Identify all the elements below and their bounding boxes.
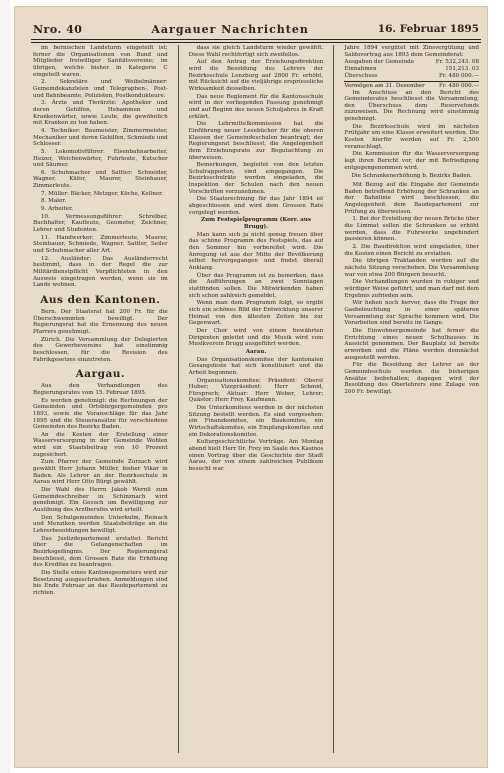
column-2 (189, 45, 324, 753)
finance-row (344, 73, 479, 80)
finance-label: Ausgaben der Gemeinde (344, 59, 415, 66)
article-paragraph: Die Staatsrechnung für das Jahr 1894 ist abgeschlossen und wird dem Grossen Rate vorgelegt werden. (188, 196, 324, 216)
article-paragraph: Bern. Der Staatsrat hat 200 Fr. für die Überschwemmten bewilligt. Der Regierungsrat hat die Ernennung des neuen Pfarrers genehmigt. (33, 308, 168, 335)
article-paragraph: 9. Arbeiter. (41, 206, 73, 213)
header-rule (31, 39, 481, 40)
article-paragraph: Die Wahl des Herrn Jakob Wernli zum Gemeindeschreiber in Schinznach wird genehmigt. Ein Gesuch um Bewilligung zur Ausübung des Arztberufes wird erteilt. (33, 487, 168, 514)
article-paragraph: 4. Techniker: Baumeister, Zimmermeister, Mechaniker und deren Gehilfen, Schmiede und Schlosser. (33, 127, 168, 148)
article-paragraph: Kulturgeschichtliche Vorträge. Am Montag abend hielt Herr Dr. Frey im Saale des Kasinos einen Vortrag über die Geschichte der Stadt Aarau, der von einem zahlreichen Publikum besucht war. (188, 439, 324, 473)
article-paragraph: Wir heben noch hervor, dass die Frage der Gasbeleuchtung in einer späteren Versammlung zur Sprache kommen wird. Die Vorarbeiten sind bereits im Gange. (344, 300, 480, 327)
article-paragraph: 1. Bei der Erstellung der neuen Brücke über die Limmat sollen die Schranken so erhöht werden, dass die Fuhrwerke ungehindert passieren können. (344, 216, 480, 243)
scan-margin (0, 0, 10, 773)
finance-amount: Fr. 532,243. 08 (435, 59, 480, 66)
article-paragraph: Der Chor wird von einem bewährten Dirigenten geleitet und die Musik wird vom Musikverein Brugg ausgeführt werden. (188, 327, 324, 348)
article-paragraph: Zum Pfarrer der Gemeinde Zurzach wird gewählt Herr Johann Müller, bisher Vikar in Baden. Als Lehrer an der Bezirksschule in Aarau wird Herr Otto Bürgi gewählt. (33, 459, 168, 486)
article-paragraph: dass sie gleich Landsturm wieder gewählt. Diese Wahl rechtfertigt sich zweifellos. (188, 45, 324, 58)
column-divider (333, 45, 334, 753)
column-divider (178, 45, 179, 753)
article-paragraph: Die Stelle eines Kantonsgeometers wird zur Besetzung ausgeschrieben. Anmeldungen sind bis Ende Februar an das Baudepartement zu richten. (33, 569, 168, 596)
article-paragraph: 6. Schuhmacher und Sattler: Schneider, Wagner, Küfer, Maurer, Steinhauer, Zimmerleute. (33, 169, 168, 190)
issue-date: 16. Februar 1895 (377, 23, 479, 35)
article-paragraph: 8. Maler. (41, 198, 67, 205)
column-1 (33, 45, 168, 753)
article-paragraph: Jahre 1894 vergütet mit Zinsvergütung und Saldovortrag aus 1893 dem Gemeinderat: (344, 45, 480, 58)
article-paragraph: 11. Handwerker: Zimmerleute, Maurer, Steinhauer, Schmiede, Wagner, Sattler, Seiler und Schuhmacher aller Art. (33, 234, 168, 255)
article-paragraph: Für die Besoldung der Lehrer an der Gemeindeschule werden die bisherigen Ansätze beibehalten; dagegen wird der Besoldung des Oberlehrers eine Zulage von 200 Fr. bewilligt. (344, 362, 480, 395)
article-paragraph: Organisationskomitee: Präsident: Oberst Huber; Vizepräsident: Herr Schmid, Fürsprech; Aktuar: Herr Weber, Lehrer; Quästor: Herr Frey, Kaufmann. (188, 377, 324, 404)
subsection-heading: Aarau. (245, 348, 267, 355)
article-paragraph: Aus den Verhandlungen des Regierungsrates vom 15. Februar 1895. (33, 383, 168, 396)
article-paragraph: 5. Lokomotivführer: Eisenbahnarbeiter, Heizer, Weichenwärter, Fuhrleute, Kutscher und Säumer. (33, 148, 168, 169)
article-paragraph: Zürich. Die Versammlung der Delegierten des Gewerbevereins hat einstimmig beschlossen, für die Revision des Fabrikgesetzes einzutreten. (33, 336, 168, 363)
columns (33, 45, 479, 753)
newspaper-page (14, 6, 488, 768)
article-paragraph: Es werden genehmigt: die Rechnungen der Gemeinden und Ortsbürgergemeinden pro 1893, sowie die Voranschläge für das Jahr 1895 und die Steueransätze für verschiedene Gemeinden des Bezirks Baden. (33, 397, 168, 431)
article-paragraph: 2. Die Baudirektion wird eingeladen, über die Kosten einen Bericht zu erstatten. (344, 244, 480, 257)
article-paragraph: Man kann sich ja nicht genug freuen über das schöne Programm des Festspiels, das auf den Sommer hin vorbereitet wird. Die Anregung ist aus der Mitte der Bevölkerung selbst hervorgegangen und findet überall Anklang. (188, 231, 324, 271)
newspaper-title: Aargauer Nachrichten (151, 22, 309, 36)
article-paragraph: An die Kosten der Erstellung einer Wasserversorgung in der Gemeinde Wohlen wird ein Staatsbeitrag von 10 Prozent zugesichert. (33, 431, 168, 458)
finance-row (344, 66, 479, 73)
finance-table (344, 59, 479, 89)
issue-number: Nro. 40 (33, 22, 83, 36)
article-paragraph: Im Anschluss an den Bericht des Gemeinderates beschliesst die Versammlung, den Überschuss dem Reservefonds zuzuweisen. Die Rechnung wird einstimmig genehmigt. (344, 89, 480, 123)
article-paragraph: Das Justizdepartement erstattet Bericht über die Gefangenschaften im Bezirksgefängnis. Der Regierungsrat beschliesst, dem Grossen Rate die Erhöhung des Kredites zu beantragen. (33, 535, 168, 569)
finance-amount: 151,213. 03 (445, 66, 480, 73)
article-paragraph: Auf den Antrag der Erziehungsdirektion wird die Besoldung des Lehrers der Bezirksschule Lenzburg auf 2800 Fr. erhöht, mit Rücksicht auf die vieljährige erspriessliche Wirksamkeit desselben. (188, 59, 324, 92)
page-header (33, 21, 479, 37)
column-3 (344, 45, 479, 753)
article-paragraph: Die Kommission für die Wasserversorgung legt ihren Bericht vor, der mit Befriedigung entgegengenommen wird. (344, 151, 480, 171)
finance-label: Einnahmen (344, 66, 377, 73)
article-paragraph: Die Bezirksschule wird im nächsten Frühjahr um eine Klasse erweitert werden. Die Kosten hierfür werden auf Fr. 2,500 veranschlagt. (344, 123, 480, 150)
article-paragraph: Wenn man dem Programm folgt, so ergibt sich ein schönes Bild der Entwicklung unserer Heimat von den ältesten Zeiten bis zur Gegenwart. (188, 300, 324, 327)
section-heading: Aus den Kantonen. (40, 293, 161, 306)
article-paragraph: 10. Vermessungsführer: Schreiber, Buchhalter, Kaufleute, Geometer, Zeichner, Lehrer und Studenten. (33, 213, 168, 234)
finance-total-row (344, 81, 479, 90)
article-paragraph: 7. Müller: Bäcker, Metzger, Köche, Kellner. (41, 190, 163, 197)
finance-row (344, 59, 479, 66)
finance-total-amount: Fr. 480 000.— (439, 82, 480, 89)
article-paragraph: 3. Ärzte und Tierärzte: Apotheker und deren Gehilfen, Hebammen und Krankenwärter, sowie Leute, die gewöhnlich mit Kranken zu tun haben. (33, 100, 168, 127)
article-paragraph: Das Organisationskomitee der kantonalen Gesangsfeste hat sich konstituiert und die Arbeit begonnen. (188, 356, 324, 376)
section-heading: Aargau. (75, 368, 126, 381)
article-paragraph: Die Lehrmittelkommission hat die Einführung neuer Lesebücher für die oberen Klassen der Gemeindeschulen beantragt; der Regierungsrat beschliesst, die Angelegenheit dem Erziehungsrate zur Begutachtung zu überweisen. (188, 121, 324, 161)
finance-amount: Fr. 480 000.— (439, 72, 480, 79)
article-paragraph: Mit Bezug auf die Eingabe der Gemeinde Baden betreffend Erhöhung der Schranken an der Bahnlinie wird beschlossen, die Angelegenheit dem Baudepartement zur Prüfung zu überweisen. (344, 182, 480, 215)
article-paragraph: im bernischen Landsturm eingeteilt ist; ferner die Organisationen von Bund und Mitglieder freiwilliger Sanitätsvereine; im übrigen, welche bisher in Kategorie C eingeteilt waren. (33, 45, 168, 78)
finance-label: Überschuss (344, 72, 378, 79)
article-paragraph: Über das Programm ist zu bemerken, dass die Aufführungen an zwei Sonntagen stattfinden sollen. Die Mitwirkenden haben sich schon zahlreich gemeldet. (188, 272, 324, 299)
article-paragraph: Die übrigen Traktanden werden auf die nächste Sitzung verschoben. Die Versammlung war von etwa 200 Bürgern besucht. (344, 258, 480, 278)
article-paragraph: Die Einwohnergemeinde hat ferner die Errichtung eines neuen Schulhauses in Aussicht genommen. Der Bauplatz ist bereits erworben und die Pläne werden demnächst ausgestellt werden. (344, 327, 480, 361)
article-paragraph: Die Unterkomitees werden in der nächsten Sitzung bestellt werden. Es sind vorgesehen: ein Finanzkomitee, ein Baukomitee, ein Wirtschaftskomitee, ein Empfangskomitee und ein Dekorationskomitee. (188, 405, 324, 438)
article-paragraph: Die Verhandlungen wurden in ruhiger und würdiger Weise geführt, und man darf mit dem Ergebnis zufrieden sein. (344, 279, 480, 299)
article-paragraph: Das neue Reglement für die Kantonsschule wird in der vorliegenden Fassung genehmigt und auf Beginn des neuen Schuljahres in Kraft erklärt. (188, 93, 324, 120)
header-rule-thin (31, 42, 481, 43)
subsection-heading: Zum Festspielprogramm (Korr. aus Brugg). (201, 217, 311, 231)
article-paragraph: 2. Sekretäre und Weibelmänner: Gemeindekanzleien und Telegraphen-, Post- und Bahnbeamte, Polizisten, Postkondukteure. (33, 79, 168, 99)
article-paragraph: Bemerkungen, begleitet von den letzten Schulrapporten, sind eingegangen. Die Bezirksschulräte werden eingeladen, die Inspektion der Schulen nach den neuen Vorschriften vorzunehmen. (188, 162, 324, 195)
article-paragraph: 12. Ausländer: Das Ausländerrecht bestimmt, dass in der Regel die zur Militärdienstpflicht Verpflichteten in den Ausweis eingetragen werden, wenn sie im Lande wohnen. (33, 255, 168, 289)
article-paragraph: Den Schulgemeinden Unterkulm, Reinach und Menziken werden Staatsbeiträge an die Lehrerbesoldungen bewilligt. (33, 514, 168, 534)
finance-total-label: Vermögen am 31. Dezember (344, 82, 425, 89)
centered-subheading: Die Schrankenerhöhung b. Bezirks Baden. (351, 173, 473, 180)
